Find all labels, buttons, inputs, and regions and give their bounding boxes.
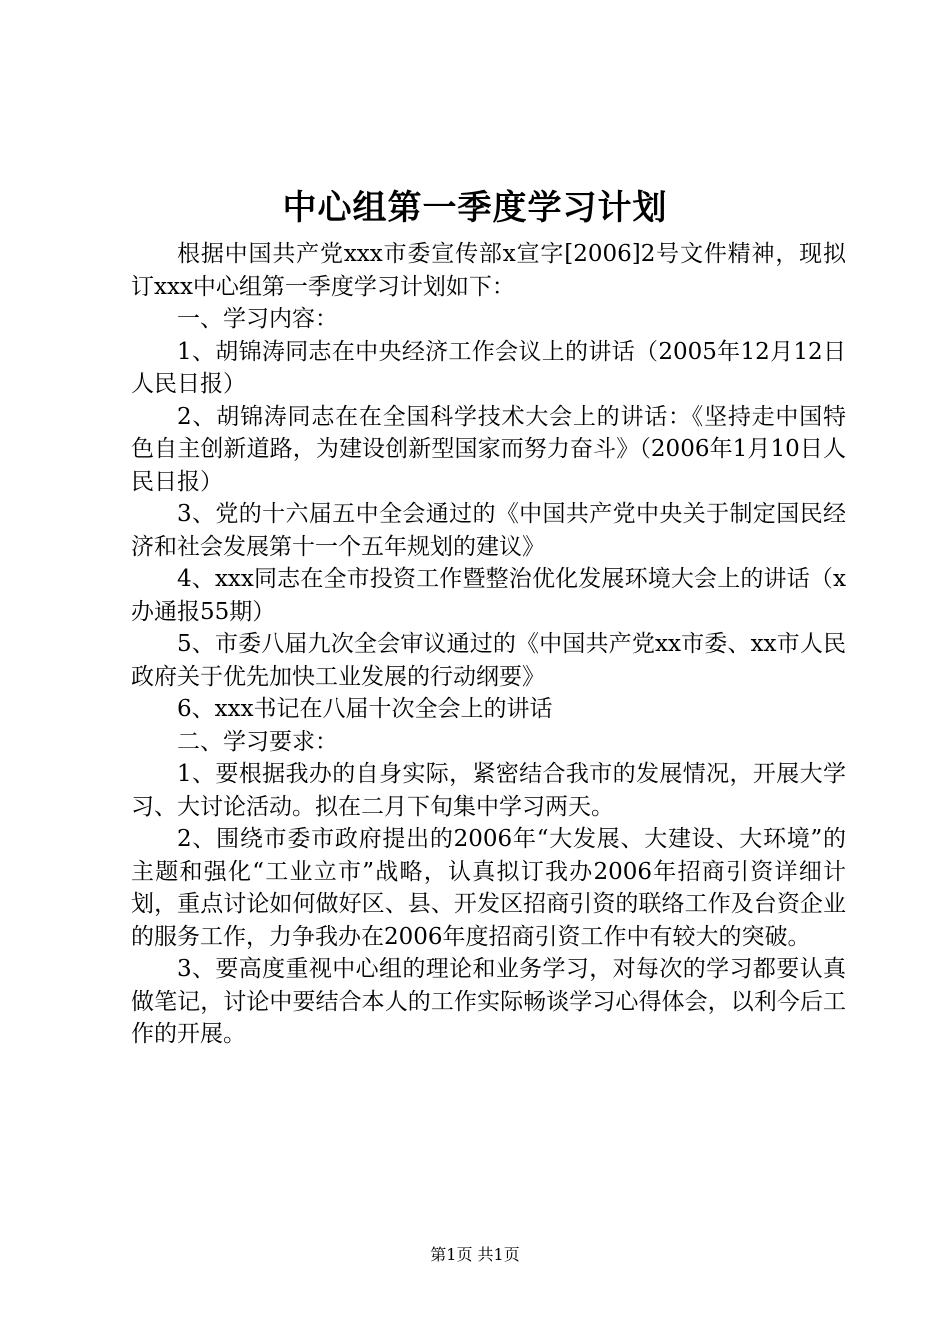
paragraph-item-1: 1、胡锦涛同志在中央经济工作会议上的讲话（2005年12月12日人民日报） <box>131 338 846 397</box>
paragraph-item-4: 4、xxx同志在全市投资工作暨整治优化发展环境大会上的讲话（x办通报55期） <box>131 566 846 625</box>
document-title: 中心组第一季度学习计划 <box>282 188 668 228</box>
paragraph-item-3: 3、党的十六届五中全会通过的《中国共产党中央关于制定国民经济和社会发展第十一个五年规划的建议》 <box>131 501 846 560</box>
paragraph-item-2: 2、胡锦涛同志在在全国科学技术大会上的讲话：《坚持走中国特色自主创新道路，为建设创新型国家而努力奋斗》（2006年1月10日人民日报） <box>131 403 846 495</box>
paragraph-intro: 根据中国共产党xxx市委宣传部x宣字[2006]2号文件精神，现拟订xxx中心组第一季度学习计划如下： <box>131 241 846 300</box>
paragraph-item-5: 5、市委八届九次全会审议通过的《中国共产党xx市委、xx市人民政府关于优先加快工业发展的行动纲要》 <box>131 631 846 690</box>
paragraph-requirement-3: 3、要高度重视中心组的理论和业务学习，对每次的学习都要认真做笔记，讨论中要结合本人的工作实际畅谈学习心得体会，以利今后工作的开展。 <box>131 956 846 1047</box>
paragraph-item-6: 6、xxx书记在八届十次全会上的讲话 <box>177 696 553 722</box>
heading-study-content: 一、学习内容： <box>177 306 338 332</box>
heading-study-requirements: 二、学习要求： <box>177 728 338 755</box>
paragraph-requirement-2: 2、围绕市委市政府提出的2006年“大发展、大建设、大环境”的主题和强化“工业立市”战略，认真拟订我办2006年招商引资详细计划，重点讨论如何做好区、县、开发区招商引资的联络工作及台资企业的服务工作，力争我办在2006年度招商引资工作中有较大的突破。 <box>131 826 846 950</box>
document-body <box>131 238 846 1051</box>
paragraph-requirement-1: 1、要根据我办的自身实际，紧密结合我市的发展情况，开展大学习、大讨论活动。拟在二月下旬集中学习两天。 <box>131 761 846 820</box>
page-footer: 第1页 共1页 <box>430 1245 520 1264</box>
